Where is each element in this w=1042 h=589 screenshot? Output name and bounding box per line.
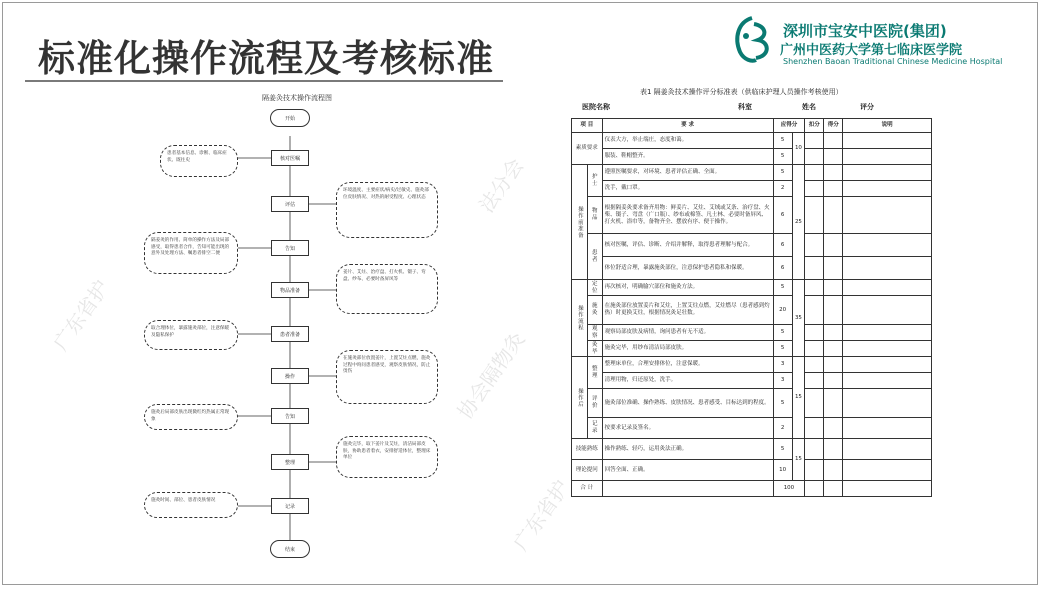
group-cell: 素质要求 [572, 133, 603, 165]
score-cell: 3 [773, 373, 792, 389]
flow-node-end: 结束 [270, 540, 310, 558]
score-cell: 5 [773, 165, 792, 181]
req-cell: 整理床单位，合理安排体位，注意保暖。 [602, 357, 773, 373]
table-row [572, 197, 932, 234]
req-cell: 根据隔姜灸要求备齐用物：鲜姜片、艾炷、艾绒或艾条、治疗盘、火柴、镊子、弯盘（广口瓶）、纱布或棉签、凡士林、必要时备屏风、打火机、浴巾等，备物齐全、摆放有序、便于操作。 [602, 197, 773, 234]
table-row [572, 296, 932, 325]
score-cell: 5 [773, 149, 792, 165]
score-cell: 6 [773, 257, 792, 280]
col-header: 要 求 [602, 119, 773, 133]
table-row [572, 460, 932, 481]
score-cell: 6 [773, 197, 792, 234]
sub-cell: 评价 [587, 389, 602, 418]
req-cell: 在施灸部位放置姜片和艾炷，上置艾炷点燃，艾炷燃尽（患者感到灼热）时更换艾炷，根据情况灸足壮数。 [602, 296, 773, 325]
req-cell: 回答全面、正确。 [602, 460, 773, 481]
score-cell: 10 [773, 460, 792, 481]
score-cell: 6 [773, 234, 792, 257]
subtotal-cell: 25 [792, 165, 805, 280]
table-row [572, 389, 932, 418]
group-cell: 技能熟练 [572, 439, 603, 460]
req-cell: 洗手，戴口罩。 [602, 181, 773, 197]
flow-note: 姜片、艾炷、治疗盘、打火机、镊子、弯盘、纱布、必要时备屏风等 [336, 264, 438, 314]
flowchart-title: 隔姜灸技术操作流程图 [262, 94, 332, 102]
req-cell: 仪表大方，举止端庄，态度和蔼。 [602, 133, 773, 149]
subtotal-cell: 15 [792, 357, 805, 439]
flow-note: 环境温度、主要症状/病史/过敏史、施灸部位皮肤情况、对热的耐受程度、心理状态 [336, 182, 438, 238]
flow-note: 在施灸部位放置姜片，上置艾炷点燃，施灸过程中询问患者感受，观察皮肤情况，防止烫伤 [336, 350, 438, 404]
title-underline [25, 80, 503, 82]
table-row [572, 257, 932, 280]
score-cell: 20 [773, 296, 792, 325]
table-row [572, 325, 932, 341]
req-cell: 核对医嘱，评估、诊断、介绍并解释，取得患者理解与配合。 [602, 234, 773, 257]
req-cell: 按要求记录及签名。 [602, 418, 773, 439]
sub-cell: 定位 [587, 280, 602, 296]
watermark: 广东省护 [48, 275, 115, 356]
sub-cell: 整理 [587, 357, 602, 389]
table-row [572, 341, 932, 357]
total-label: 合 计 [572, 481, 603, 497]
score-cell: 5 [773, 280, 792, 296]
table-row-total [572, 481, 932, 497]
watermark: 广东省护 [508, 475, 575, 556]
watermark: 协会隔物灸 [452, 327, 530, 424]
flow-node-inform-after: 告知 [271, 408, 309, 424]
table-row [572, 149, 932, 165]
header-hospital-name: 医院名称 [582, 103, 610, 111]
scoring-table [571, 118, 932, 497]
group-cell: 操作后 [572, 357, 588, 439]
score-cell: 5 [773, 439, 792, 460]
table-row [572, 133, 932, 149]
col-header: 扣分 [805, 119, 824, 133]
sub-cell: 施灸 [587, 296, 602, 325]
header-score: 评分 [860, 103, 874, 111]
table-row [572, 165, 932, 181]
col-header: 项 目 [572, 119, 603, 133]
sub-cell: 患者 [587, 234, 602, 280]
req-cell: 遵照医嘱要求，对环境、患者评估正确、全面。 [602, 165, 773, 181]
score-cell: 5 [773, 341, 792, 357]
group-cell: 理论提问 [572, 460, 603, 481]
flow-node-inform: 告知 [271, 240, 309, 256]
flow-node-tidy: 整理 [271, 454, 309, 470]
score-cell: 5 [773, 133, 792, 149]
flow-note: 施灸后局部皮肤出现微红灼热属正常现象 [144, 404, 238, 430]
flow-note: 取合理体位，暴露施灸部位，注意保暖及隐私保护 [144, 320, 238, 350]
sub-cell: 灸毕 [587, 341, 602, 357]
table-row [572, 234, 932, 257]
req-cell: 服装、鞋帽整齐。 [602, 149, 773, 165]
hospital-name-english: Shenzhen Baoan Traditional Chinese Medicine Hospital [783, 57, 1003, 66]
flow-node-operate: 操作 [271, 368, 309, 384]
score-cell: 3 [773, 357, 792, 373]
sub-cell: 观察 [587, 325, 602, 341]
sub-cell: 记录 [587, 418, 602, 439]
flow-node-prepare-items: 物品准备 [271, 282, 309, 298]
score-cell: 2 [773, 181, 792, 197]
flow-note: 施灸完毕，取下姜片及艾炷，清洁局部皮肤，协助患者着衣，安排舒适体位，整理床单位 [336, 436, 438, 478]
sub-cell: 物品 [587, 197, 602, 234]
req-cell: 体位舒适合理，暴露施灸部位，注意保护患者隐私和保暖。 [602, 257, 773, 280]
table-row [572, 280, 932, 296]
req-cell: 施灸完毕，用纱布清洁局部皮肤。 [602, 341, 773, 357]
subtotal-cell: 35 [792, 280, 805, 357]
slide-title: 标准化操作流程及考核标准 [38, 37, 494, 80]
req-cell: 再次核对，明确腧穴部位和施灸方法。 [602, 280, 773, 296]
table-header-row [572, 119, 932, 133]
req-cell: 操作熟练、轻巧，运用灸法正确。 [602, 439, 773, 460]
flow-note: 施灸时间、部位、患者皮肤情况 [144, 492, 238, 518]
subtotal-cell: 15 [792, 439, 805, 481]
score-cell: 2 [773, 418, 792, 439]
hospital-name-line2: 广州中医药大学第七临床医学院 [780, 43, 963, 58]
req-cell: 观察局部皮肤及病情，询问患者有无不适。 [602, 325, 773, 341]
table-row [572, 373, 932, 389]
table-row [572, 418, 932, 439]
col-header: 得分 [824, 119, 843, 133]
total-score: 100 [773, 481, 805, 497]
table-row [572, 439, 932, 460]
flow-node-assess: 评估 [271, 196, 309, 212]
flow-node-prepare-patient: 患者准备 [271, 326, 309, 342]
table-caption: 表1 隔姜灸技术操作评分标准表（供临床护理人员操作考核使用） [640, 88, 843, 96]
flow-node-verify-order: 核对医嘱 [271, 150, 309, 166]
sub-cell: 护士 [587, 165, 602, 197]
col-header: 说明 [843, 119, 932, 133]
col-header: 应得分 [773, 119, 805, 133]
group-cell: 操作流程 [572, 280, 588, 357]
header-name: 姓名 [802, 103, 816, 111]
score-cell: 5 [773, 389, 792, 418]
table-row [572, 357, 932, 373]
watermark: 法分会 [474, 153, 529, 217]
req-cell: 施灸部位准确、操作熟练、皮肤情况、患者感受、目标达到的程度。 [602, 389, 773, 418]
table-row [572, 181, 932, 197]
hospital-logo-icon [726, 14, 778, 66]
flow-node-record: 记录 [271, 498, 309, 514]
group-cell: 操作前准备 [572, 165, 588, 280]
score-cell: 5 [773, 325, 792, 341]
flow-note: 患者基本信息、诊断、临床症状、既往史 [160, 145, 238, 177]
req-cell: 清理用物，归还原处，洗手。 [602, 373, 773, 389]
flow-note: 隔姜灸的作用、简单的操作方法及局部感受，取得患者合作，告知可能出现的意外及处理方法、嘱患者排空二便 [144, 232, 238, 274]
hospital-name-line1: 深圳市宝安中医院(集团) [783, 22, 947, 40]
header-department: 科室 [738, 103, 752, 111]
flow-node-start: 开始 [270, 109, 310, 127]
subtotal-cell: 10 [792, 133, 805, 165]
